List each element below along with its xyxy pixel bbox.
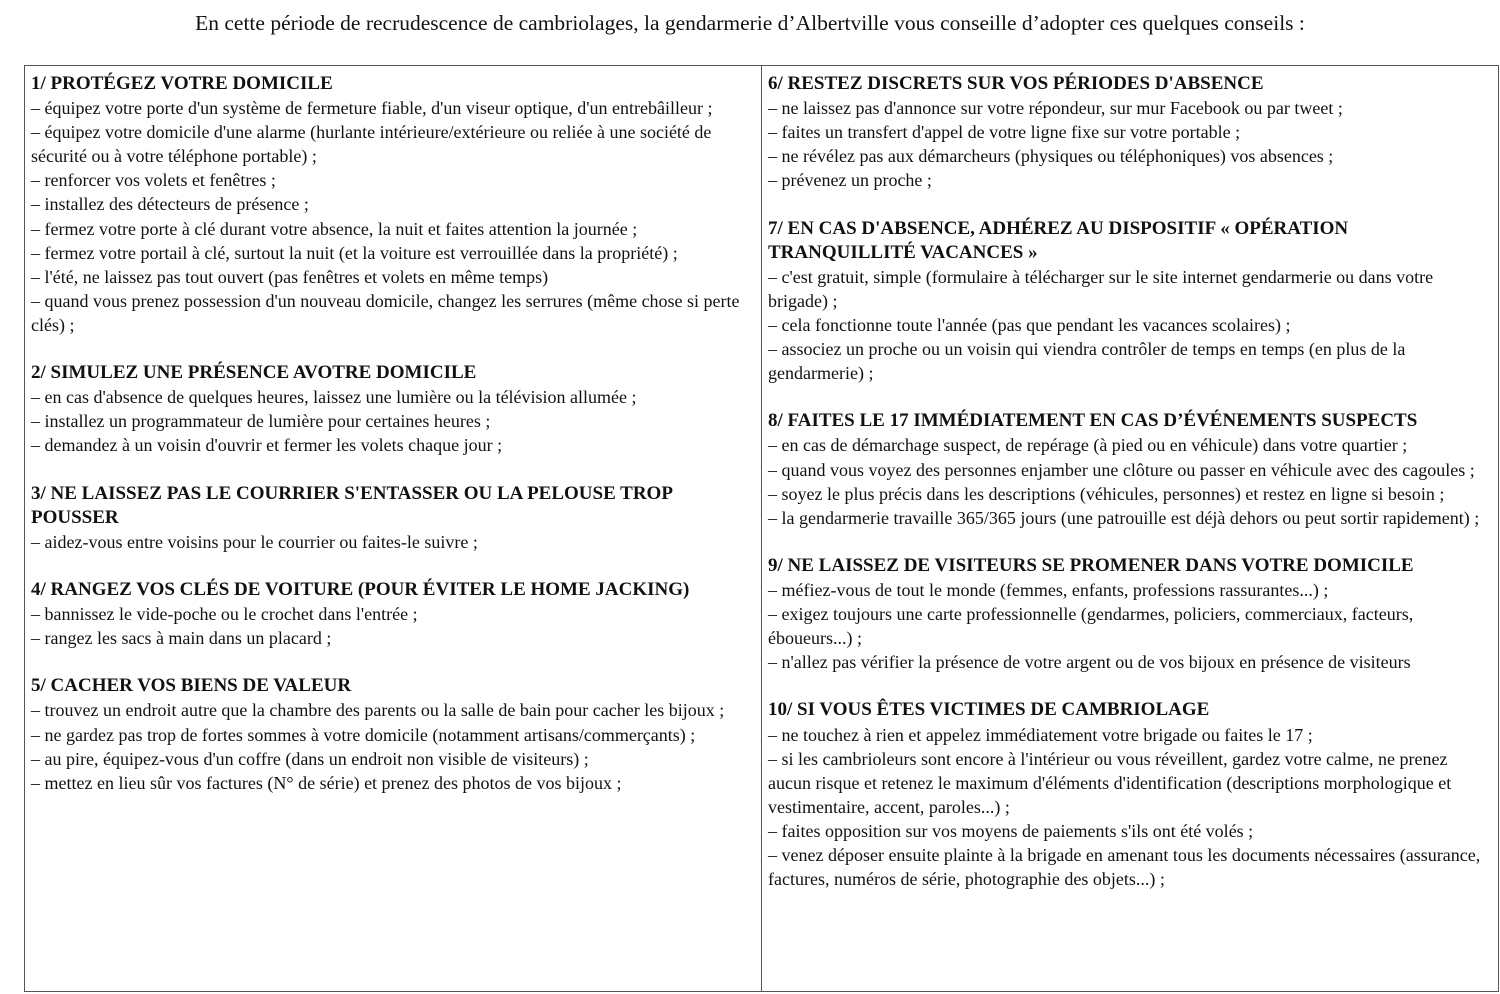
advice-item: – ne touchez à rien et appelez immédiatement votre brigade ou faites le 17 ;	[768, 724, 1313, 745]
section-title: 7/ EN CAS D'ABSENCE, ADHÉREZ AU DISPOSITIF « OPÉRATION TRANQUILLITÉ VACANCES »	[768, 217, 1349, 263]
advice-item: – la gendarmerie travaille 365/365 jours (une patrouille est déjà dehors ou peut sortir rapidement) ;	[768, 507, 1480, 528]
advice-item: – ne laissez pas d'annonce sur votre répondeur, sur mur Facebook ou par tweet ;	[768, 98, 1343, 119]
advice-item: – renforcer vos volets et fenêtres ;	[31, 170, 276, 191]
advice-item: – méfiez-vous de tout le monde (femmes, enfants, professions rassurantes...) ;	[768, 579, 1329, 600]
advice-item: – installez un programmateur de lumière pour certaines heures ;	[31, 411, 491, 432]
advice-item: – quand vous prenez possession d'un nouveau domicile, changez les serrures (même chose si perte clés) ;	[31, 290, 740, 335]
advice-item: – aidez-vous entre voisins pour le courrier ou faites-le suivre ;	[31, 531, 478, 552]
section-title: 9/ NE LAISSEZ DE VISITEURS SE PROMENER DANS VOTRE DOMICILE	[768, 554, 1414, 576]
advice-item: – exigez toujours une carte professionnelle (gendarmes, policiers, commerciaux, facteurs, éboueurs...) ;	[768, 604, 1414, 649]
intro-text: En cette période de recrudescence de cambriolages, la gendarmerie d’Albertville vous conseille d’adopter ces quelques conseils :	[195, 11, 1305, 35]
advice-section	[31, 578, 757, 650]
section-title: 3/ NE LAISSEZ PAS LE COURRIER S'ENTASSER OU LA PELOUSE TROP POUSSER	[31, 482, 672, 528]
advice-item: – demandez à un voisin d'ouvrir et fermer les volets chaque jour ;	[31, 435, 503, 456]
advice-item: – quand vous voyez des personnes enjamber une clôture ou passer en véhicule avec des cagoules ;	[768, 459, 1475, 480]
advice-item: – fermez votre porte à clé durant votre absence, la nuit et faites attention la journée ;	[31, 218, 638, 239]
advice-item: – bannissez le vide-poche ou le crochet dans l'entrée ;	[31, 604, 418, 625]
advice-item: – faites opposition sur vos moyens de paiements s'ils ont été volés ;	[768, 820, 1254, 841]
advice-section	[31, 72, 757, 337]
advice-item: – fermez votre portail à clé, surtout la nuit (et la voiture est verrouillée dans la propriété) ;	[31, 242, 678, 263]
advice-item: – cela fonctionne toute l'année (pas que pendant les vacances scolaires) ;	[768, 314, 1291, 335]
section-title: 10/ SI VOUS ÊTES VICTIMES DE CAMBRIOLAGE	[768, 699, 1210, 721]
advice-section	[31, 361, 757, 457]
advice-section	[768, 72, 1494, 192]
advice-item: – c'est gratuit, simple (formulaire à télécharger sur le site internet gendarmerie ou dans votre brigade) ;	[768, 266, 1434, 311]
advice-section	[768, 554, 1494, 674]
advice-section	[768, 698, 1494, 891]
advice-table	[24, 65, 1499, 992]
advice-item: – rangez les sacs à main dans un placard ;	[31, 628, 332, 649]
advice-item: – venez déposer ensuite plainte à la brigade en amenant tous les documents nécessaires (assurance, factures, numéros de série, photographie des objets...) ;	[768, 845, 1481, 890]
advice-section	[31, 482, 757, 554]
advice-item: – mettez en lieu sûr vos factures (N° de série) et prenez des photos de vos bijoux ;	[31, 772, 622, 793]
advice-section	[768, 409, 1494, 529]
advice-item: – l'été, ne laissez pas tout ouvert (pas fenêtres et volets en même temps)	[31, 266, 549, 287]
section-title: 2/ SIMULEZ UNE PRÉSENCE AVOTRE DOMICILE	[31, 362, 477, 384]
right-column	[762, 66, 1498, 991]
advice-item: – associez un proche ou un voisin qui viendra contrôler de temps en temps (en plus de la gendarmerie) ;	[768, 339, 1406, 384]
advice-item: – ne gardez pas trop de fortes sommes à votre domicile (notamment artisans/commerçants) ;	[31, 724, 696, 745]
advice-item: – équipez votre porte d'un système de fermeture fiable, d'un viseur optique, d'un entrebâilleur ;	[31, 98, 713, 119]
advice-item: – équipez votre domicile d'une alarme (hurlante intérieure/extérieure ou reliée à une société de sécurité ou à votre téléphone portable) ;	[31, 122, 712, 167]
advice-section	[31, 674, 757, 794]
section-title: 4/ RANGEZ VOS CLÉS DE VOITURE (POUR ÉVITER LE HOME JACKING)	[31, 578, 690, 600]
advice-item: – n'allez pas vérifier la présence de votre argent ou de vos bijoux en présence de visiteurs	[768, 652, 1411, 673]
advice-item: – installez des détecteurs de présence ;	[31, 194, 309, 215]
advice-item: – si les cambrioleurs sont encore à l'intérieur ou vous réveillent, gardez votre calme, ne prenez aucun risque et retenez le maximum d'éléments d'identification (descriptions morphologique et vestimentaire, accent, paroles...) ;	[768, 748, 1452, 817]
section-title: 6/ RESTEZ DISCRETS SUR VOS PÉRIODES D'ABSENCE	[768, 73, 1264, 94]
advice-section	[768, 217, 1494, 386]
section-title: 5/ CACHER VOS BIENS DE VALEUR	[31, 675, 352, 697]
advice-item: – au pire, équipez-vous d'un coffre (dans un endroit non visible de visiteurs) ;	[31, 748, 589, 769]
advice-item: – ne révélez pas aux démarcheurs (physiques ou téléphoniques) vos absences ;	[768, 146, 1334, 167]
section-title: 8/ FAITES LE 17 IMMÉDIATEMENT EN CAS D’ÉVÉNEMENTS SUSPECTS	[768, 410, 1418, 432]
advice-item: – prévenez un proche ;	[768, 170, 932, 191]
advice-item: – trouvez un endroit autre que la chambre des parents ou la salle de bain pour cacher les bijoux ;	[31, 700, 725, 721]
advice-item: – faites un transfert d'appel de votre ligne fixe sur votre portable ;	[768, 122, 1241, 143]
section-title: 1/ PROTÉGEZ VOTRE DOMICILE	[31, 73, 333, 94]
left-column	[25, 66, 762, 991]
advice-item: – en cas d'absence de quelques heures, laissez une lumière ou la télévision allumée ;	[31, 387, 637, 408]
advice-item: – soyez le plus précis dans les descriptions (véhicules, personnes) et restez en ligne si besoin ;	[768, 483, 1445, 504]
advice-item: – en cas de démarchage suspect, de repérage (à pied ou en véhicule) dans votre quartier ;	[768, 435, 1408, 456]
